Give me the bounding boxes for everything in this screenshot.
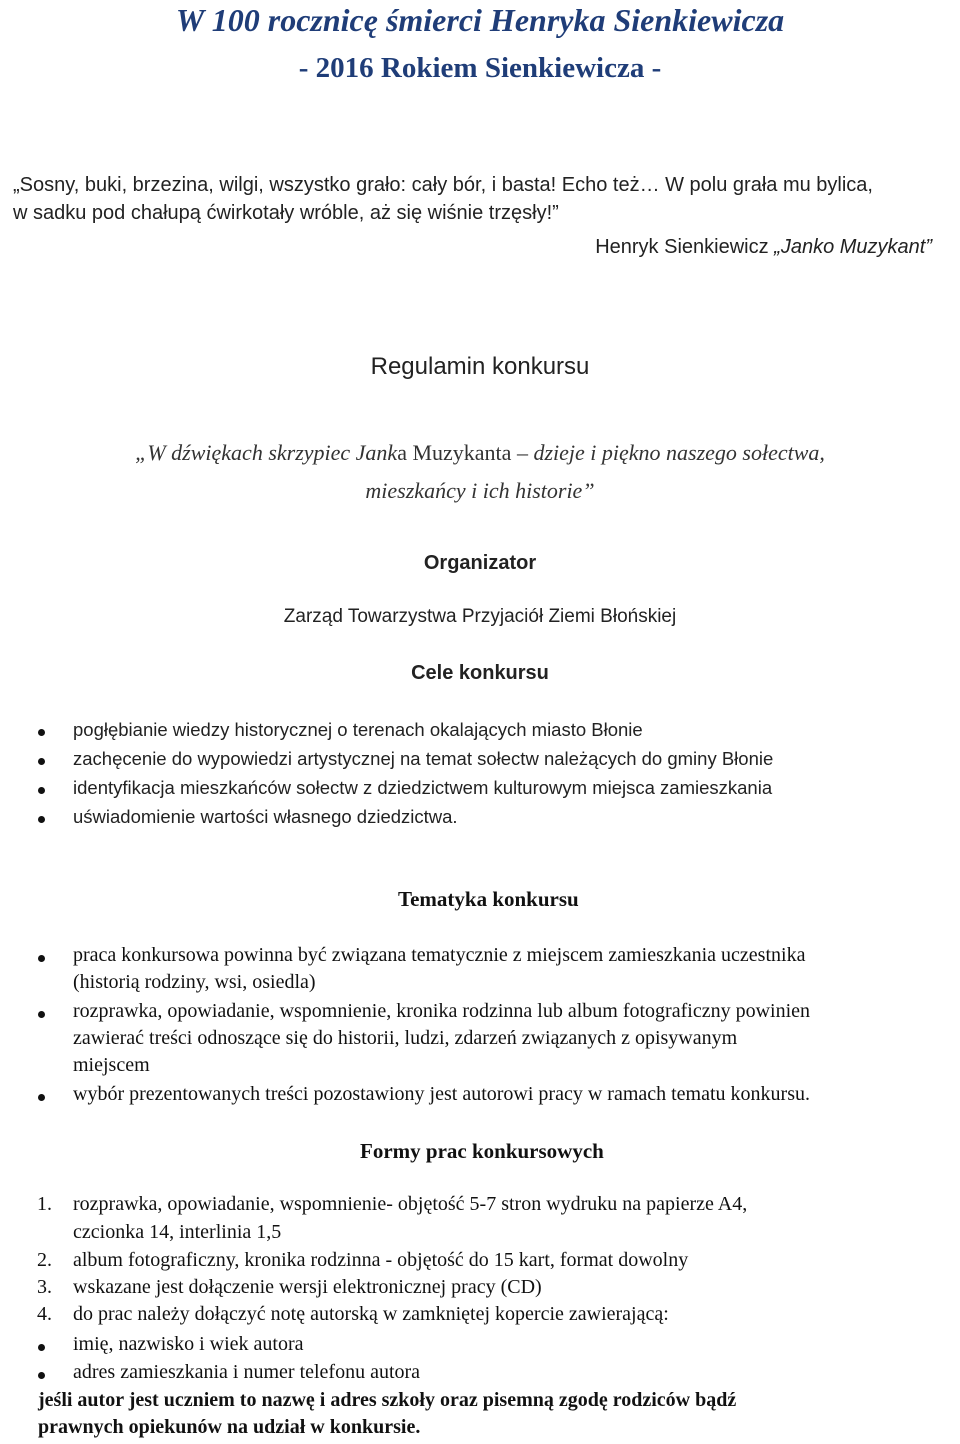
quote-attribution	[595, 236, 932, 259]
page-title: W 100 rocznicę śmierci Henryka Sienkiewicza	[175, 2, 785, 38]
theme-text: wybór prezentowanych treści pozostawiony jest autorowi pracy w ramach tematu konkursu.	[73, 1083, 810, 1105]
item-number: 2.	[37, 1249, 52, 1271]
item-number: 4.	[37, 1303, 52, 1325]
note-text: adres zamieszkania i numer telefonu autora	[73, 1361, 421, 1383]
organizer-heading: Organizator	[423, 552, 537, 574]
bullet-icon	[38, 787, 45, 794]
forms-heading: Formy prac konkursowych	[360, 1139, 604, 1163]
form-text: czcionka 14, interlinia 1,5	[73, 1221, 282, 1243]
regulations-title: Regulamin konkursu	[370, 353, 590, 380]
bullet-icon	[38, 1011, 45, 1018]
goal-text: uświadomienie wartości własnego dziedzictwa.	[73, 806, 458, 827]
theme-text: zawierać treści odnoszące się do historii, ludzi, zdarzeń związanych z opisywanym	[73, 1027, 738, 1049]
theme-text: rozprawka, opowiadanie, wspomnienie, kronika rodzinna lub album fotograficzny powinien	[73, 1000, 811, 1022]
list-item	[0, 806, 960, 834]
item-number: 1.	[37, 1193, 52, 1215]
contest-title-part-3: – dzieje i piękno naszego sołectwa,	[511, 440, 825, 465]
quote-work: „Janko Muzykant”	[774, 236, 932, 258]
list-item	[0, 1000, 960, 1028]
list-item	[0, 719, 960, 747]
contest-title-line-1	[0, 440, 960, 466]
organizer-name: Zarząd Towarzystwa Przyjaciół Ziemi Błońskiej	[283, 606, 677, 627]
themes-heading: Tematyka konkursu	[398, 887, 579, 911]
page-subtitle: - 2016 Rokiem Sienkiewicza -	[298, 52, 662, 84]
form-text: wskazane jest dołączenie wersji elektronicznej pracy (CD)	[73, 1276, 542, 1298]
list-item	[0, 748, 960, 776]
bullet-icon	[38, 1094, 45, 1101]
form-text: album fotograficzny, kronika rodzinna - objętość do 15 kart, format dowolny	[73, 1249, 689, 1271]
list-item-continuation	[0, 1027, 960, 1055]
theme-text: (historią rodziny, wsi, osiedla)	[73, 971, 316, 993]
list-item	[0, 777, 960, 805]
bullet-icon	[38, 816, 45, 823]
goal-text: identyfikacja mieszkańców sołectw z dziedzictwem kulturowym miejsca zamieszkania	[73, 777, 773, 798]
goals-heading: Cele konkursu	[411, 662, 549, 684]
contest-title-part-1: „W dźwiękach skrzypiec Jank	[135, 440, 398, 465]
goal-text: pogłębianie wiedzy historycznej o terenach okalających miasto Błonie	[73, 719, 643, 740]
list-item	[0, 944, 960, 972]
contest-title-part-2: a Muzykanta	[397, 440, 512, 465]
form-text: do prac należy dołączyć notę autorską w zamkniętej kopercie zawierającą:	[73, 1303, 669, 1325]
list-item-continuation	[0, 1054, 960, 1082]
list-item	[0, 1361, 960, 1389]
bullet-icon	[38, 729, 45, 736]
theme-text: praca konkursowa powinna być związana tematycznie z miejscem zamieszkania uczestnika	[73, 944, 806, 966]
bullet-icon	[38, 1372, 45, 1379]
quote-author: Henryk Sienkiewicz	[595, 236, 775, 258]
item-number: 3.	[37, 1276, 52, 1298]
bullet-icon	[38, 1344, 45, 1351]
theme-text: miejscem	[73, 1054, 150, 1076]
contest-title-line-2: mieszkańcy i ich historie”	[365, 478, 595, 503]
quote-line-2: w sadku pod chałupą ćwirkotały wróble, aż się wiśnie trzęsły!”	[13, 202, 559, 224]
school-note-line-1: jeśli autor jest uczniem to nazwę i adres szkoły oraz pisemną zgodę rodziców bądź	[38, 1389, 737, 1411]
list-item-continuation	[0, 971, 960, 999]
goal-text: zachęcenie do wypowiedzi artystycznej na temat sołectw należących do gminy Błonie	[73, 748, 774, 769]
list-item	[0, 1333, 960, 1361]
bullet-icon	[38, 955, 45, 962]
school-note-line-2: prawnych opiekunów na udział w konkursie.	[38, 1416, 421, 1438]
quote-line-1: „Sosny, buki, brzezina, wilgi, wszystko grało: cały bór, i basta! Echo też… W polu grała mu bylica,	[13, 174, 873, 196]
list-item	[0, 1083, 960, 1111]
bullet-icon	[38, 758, 45, 765]
note-text: imię, nazwisko i wiek autora	[73, 1333, 304, 1355]
form-text: rozprawka, opowiadanie, wspomnienie- objętość 5-7 stron wydruku na papierze A4,	[73, 1193, 748, 1215]
